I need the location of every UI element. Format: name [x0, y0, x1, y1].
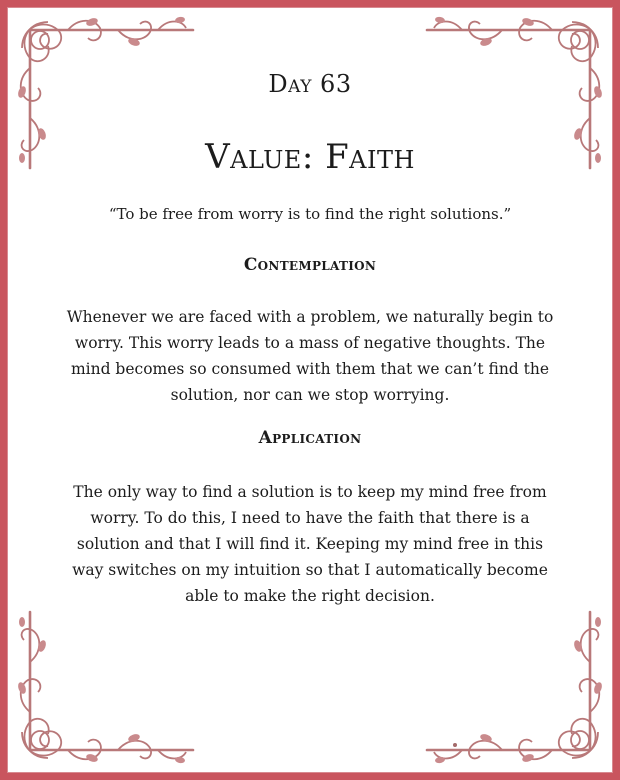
contemplation-heading: Contemplation	[243, 255, 377, 275]
paragraph-line: Whenever we are faced with a problem, we naturally begin to	[66, 308, 554, 326]
paragraph-line: solution, nor can we stop worrying.	[170, 386, 450, 404]
corner-flourish-icon	[412, 597, 612, 772]
paragraph-line: mind becomes so consumed with them that we can’t find the	[70, 360, 550, 378]
decorative-dot	[453, 743, 457, 747]
paragraph-line: The only way to find a solution is to keep my mind free from	[73, 483, 547, 501]
application-paragraph	[40, 479, 580, 609]
page-title: Value: Faith	[205, 137, 415, 177]
paragraph-line: worry. This worry leads to a mass of negative thoughts. The	[74, 334, 546, 352]
paragraph-line: solution and that I will find it. Keeping my mind free in this	[76, 535, 544, 553]
day-label: Day 63	[268, 70, 352, 98]
quote: “To be free from worry is to find the right solutions.”	[108, 205, 512, 223]
application-heading: Application	[258, 428, 362, 448]
paragraph-line: worry. To do this, I need to have the faith that there is a	[90, 509, 530, 527]
corner-flourish-icon	[8, 597, 208, 772]
contemplation-paragraph	[40, 304, 580, 408]
paragraph-line: able to make the right decision.	[185, 587, 435, 605]
paragraph-line: way switches on my intuition so that I automatically become	[72, 561, 548, 579]
